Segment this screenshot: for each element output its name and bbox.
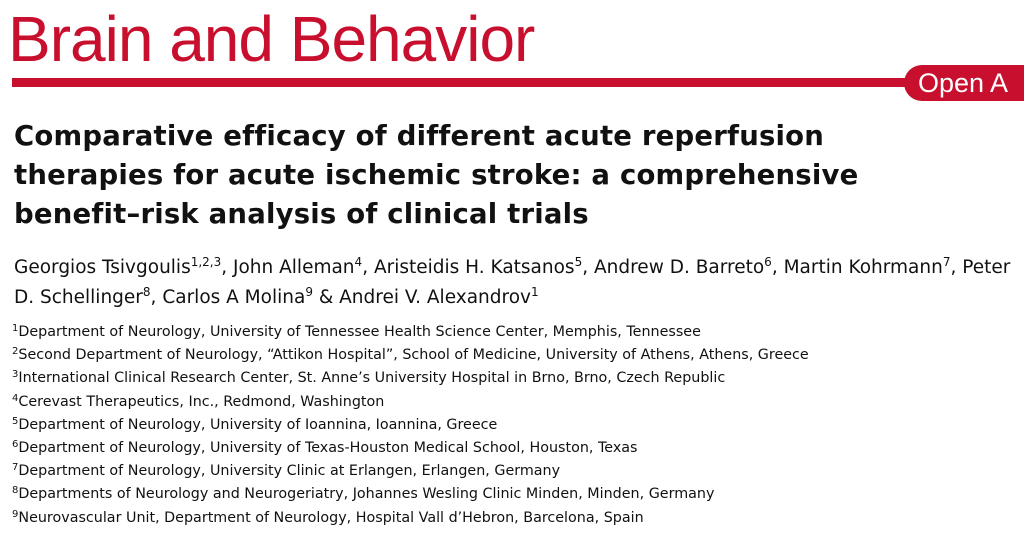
affiliation-text: Departments of Neurology and Neurogeriatry, Johannes Wesling Clinic Minden, Minden, Germany [18, 486, 715, 503]
affiliation-text: Department of Neurology, University of Texas-Houston Medical School, Houston, Texas [18, 440, 638, 457]
article-title [14, 117, 1014, 234]
affiliation-list [12, 321, 1012, 530]
affiliation-number: 5 [12, 415, 19, 427]
affiliation-marker: 9 [305, 285, 313, 299]
author-separator: , [950, 257, 963, 278]
affiliation-item [12, 367, 1012, 390]
author [339, 287, 538, 308]
affiliation-marker: 5 [574, 255, 583, 269]
affiliation-marker: 7 [942, 255, 951, 269]
affiliation-marker: 1 [530, 285, 539, 299]
affiliation-text: Department of Neurology, University Clinic at Erlangen, Erlangen, Germany [18, 463, 561, 480]
affiliation-item [12, 414, 1012, 437]
affiliation-marker: 1,2,3 [190, 255, 222, 269]
author-name: Martin Kohrmann [783, 257, 943, 278]
author-separator: , [221, 257, 234, 278]
affiliation-number: 4 [12, 392, 19, 404]
affiliation-item [12, 460, 1012, 483]
author [233, 257, 362, 278]
author-name: Andrei V. Alexandrov [339, 287, 531, 308]
open-access-badge: Open A [904, 65, 1024, 101]
article-title-line: therapies for acute ischemic stroke: a comprehensive [14, 159, 859, 191]
affiliation-item [12, 391, 1012, 414]
author [14, 257, 221, 278]
author [374, 257, 582, 278]
author-name: Aristeidis H. Katsanos [373, 257, 575, 278]
affiliation-text: Department of Neurology, University of Tennessee Health Science Center, Memphis, Tennessee [18, 324, 701, 340]
author-name: Peter D. Schellinger [14, 257, 1011, 308]
article-title-line: benefit–risk analysis of clinical trials [14, 198, 589, 230]
affiliation-marker: 6 [764, 255, 772, 269]
author-separator: , [771, 257, 784, 278]
affiliation-number: 6 [12, 439, 19, 451]
affiliation-number: 8 [12, 485, 19, 497]
affiliation-marker: 8 [142, 285, 151, 299]
affiliation-text: International Clinical Research Center, St. Anne’s University Hospital in Brno, Brno, Czech Republic [18, 370, 726, 387]
author-separator: & [312, 287, 340, 308]
header-rule [12, 78, 912, 87]
affiliation-text: Neurovascular Unit, Department of Neurology, Hospital Vall d’Hebron, Barcelona, Spain [18, 509, 644, 526]
affiliation-item [12, 437, 1012, 460]
affiliation-number: 3 [12, 369, 19, 381]
author-list [14, 253, 1019, 313]
affiliation-item [12, 483, 1012, 506]
author [162, 287, 313, 308]
author-separator: , [150, 287, 163, 308]
affiliation-item [12, 344, 1012, 367]
affiliation-number: 1 [12, 323, 19, 334]
affiliation-number: 9 [12, 508, 19, 520]
affiliation-item [12, 321, 1012, 344]
affiliation-item [12, 507, 1012, 530]
affiliation-text: Cerevast Therapeutics, Inc., Redmond, Washington [18, 393, 385, 410]
journal-title: Brain and Behavior [8, 3, 535, 75]
affiliation-marker: 4 [354, 255, 363, 269]
author-name: Carlos A Molina [162, 287, 306, 308]
author-name: Georgios Tsivgoulis [14, 257, 191, 278]
article-title-line: Comparative efficacy of different acute reperfusion [14, 120, 825, 152]
affiliation-text: Department of Neurology, University of Ioannina, Ioannina, Greece [18, 416, 498, 433]
affiliation-text: Second Department of Neurology, “Attikon Hospital”, School of Medicine, University of Athens, Athens, Greece [18, 347, 809, 364]
author-separator: , [362, 257, 374, 278]
affiliation-number: 7 [12, 462, 19, 474]
author-name: John Alleman [233, 257, 355, 278]
affiliation-number: 2 [12, 346, 19, 358]
author [594, 257, 772, 278]
author-name: Andrew D. Barreto [593, 257, 765, 278]
author-separator: , [582, 257, 594, 278]
author [784, 257, 951, 278]
